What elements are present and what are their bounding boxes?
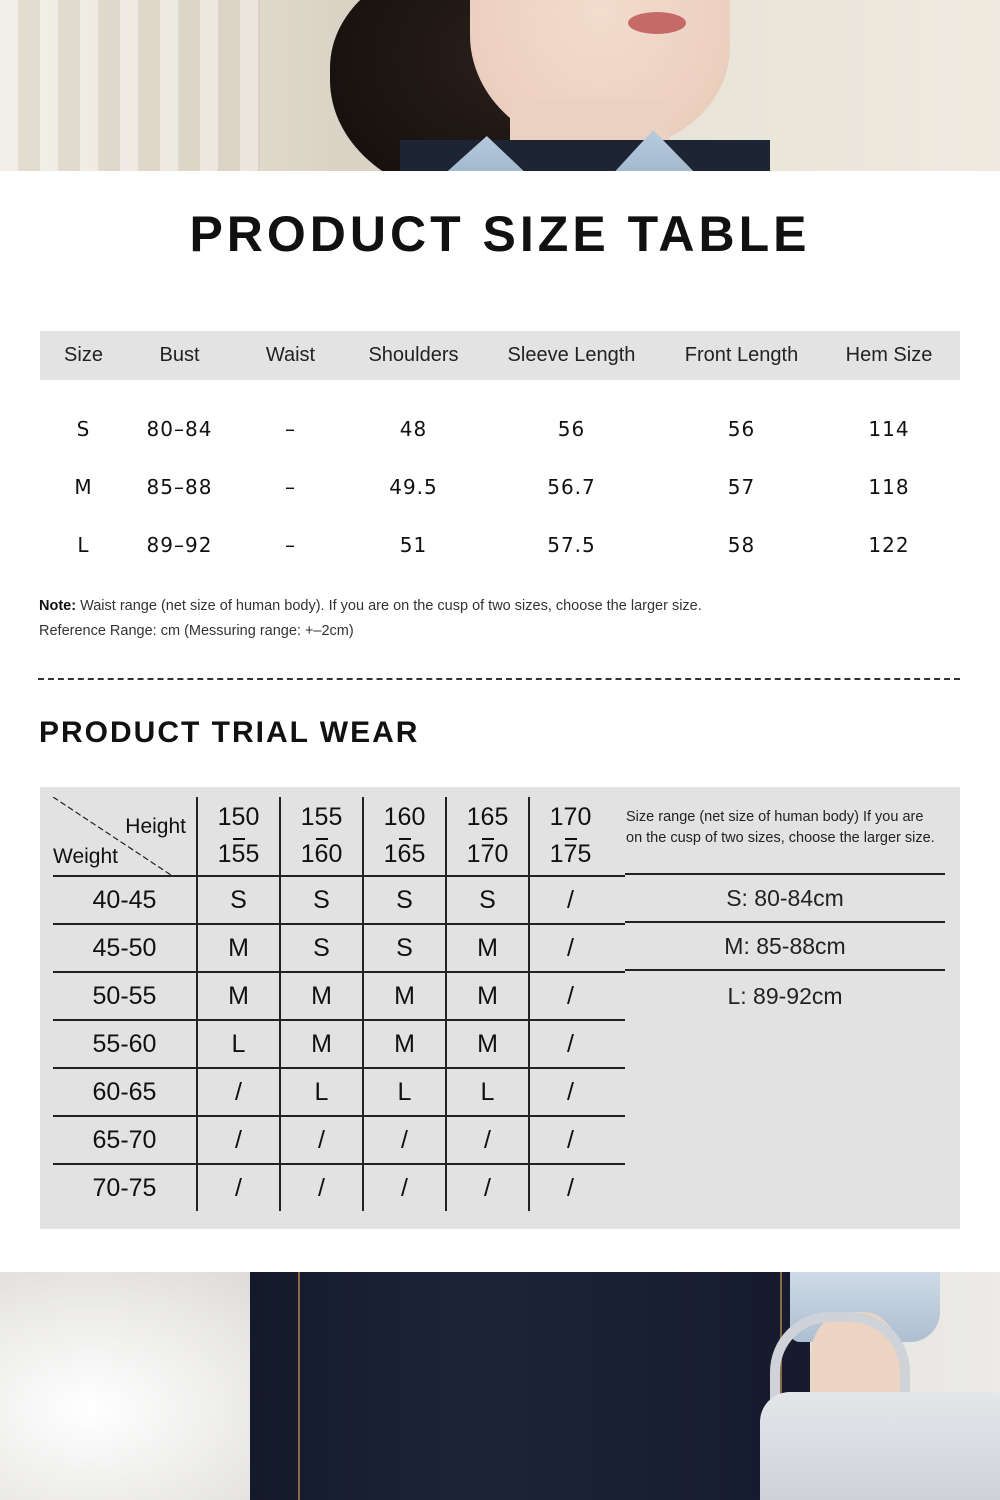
size-cell: / — [362, 1117, 445, 1163]
cell: 85–88 — [146, 475, 213, 499]
weight-range: 60-65 — [92, 1077, 157, 1106]
model-lips — [628, 12, 686, 34]
model-photo-top — [0, 0, 1000, 171]
size-cell: / — [528, 1165, 611, 1211]
header-hem-size: Hem Size — [845, 344, 933, 366]
weight-row — [53, 1021, 625, 1069]
cell: – — [285, 475, 296, 499]
size-cell: / — [445, 1165, 528, 1211]
cell: 56 — [727, 417, 756, 441]
skirt-seam — [298, 1272, 300, 1500]
size-cell: M — [445, 925, 528, 971]
size-range-note-line: Size range (net size of human body) If you are — [626, 809, 924, 825]
size-cell: / — [528, 877, 611, 923]
table-row — [40, 458, 960, 516]
size-cell: M — [279, 973, 362, 1019]
header-shoulders: Shoulders — [368, 344, 459, 366]
height-range — [550, 799, 592, 873]
denim-skirt — [250, 1272, 810, 1500]
corner-weight-label: Weight — [53, 845, 118, 868]
size-range-note — [625, 797, 945, 875]
size-cell: L — [362, 1069, 445, 1115]
size-cell: S — [362, 877, 445, 923]
size-range-l: L: 89-92cm — [727, 983, 843, 1009]
height-bottom: 175 — [550, 836, 592, 873]
size-cell: M — [279, 1021, 362, 1067]
trial-wear-grid — [53, 797, 625, 1211]
header-sleeve-length: Sleeve Length — [507, 344, 636, 366]
cell: 89–92 — [146, 533, 213, 557]
size-cell: / — [196, 1069, 279, 1115]
cell: 57.5 — [547, 533, 596, 557]
size-cell: S — [196, 877, 279, 923]
size-notes — [39, 594, 702, 644]
dashed-divider — [38, 678, 960, 680]
height-bottom: 155 — [218, 836, 260, 873]
cell: 58 — [727, 533, 756, 557]
size-cell: / — [196, 1117, 279, 1163]
size-cell: / — [528, 1117, 611, 1163]
header-bust: Bust — [159, 344, 200, 366]
header-waist: Waist — [265, 344, 316, 366]
trial-wear-title: PRODUCT TRIAL WEAR — [39, 716, 420, 749]
height-top: 150 — [217, 803, 260, 831]
size-cell: L — [279, 1069, 362, 1115]
weight-row — [53, 973, 625, 1021]
size-cell: M — [196, 973, 279, 1019]
cell: 118 — [868, 475, 910, 499]
cell: 122 — [868, 533, 910, 557]
cell: – — [285, 533, 296, 557]
header-size: Size — [64, 344, 103, 366]
size-cell: L — [196, 1021, 279, 1067]
size-cell: S — [445, 877, 528, 923]
size-cell: M — [445, 973, 528, 1019]
height-top: 155 — [300, 803, 343, 831]
curtain-background — [0, 0, 260, 171]
table-row — [40, 516, 960, 574]
weight-row — [53, 925, 625, 973]
cell: – — [285, 417, 296, 441]
cell: 51 — [399, 533, 428, 557]
size-table-header — [40, 331, 960, 380]
corner-cell — [53, 797, 196, 875]
size-cell: / — [528, 925, 611, 971]
cell: M — [74, 475, 93, 499]
size-cell: / — [528, 1069, 611, 1115]
height-range — [467, 799, 509, 873]
size-cell: L — [445, 1069, 528, 1115]
height-top: 170 — [549, 803, 592, 831]
size-range-s: S: 80-84cm — [625, 875, 945, 923]
page-title: PRODUCT SIZE TABLE — [189, 206, 811, 262]
note-line-1: Waist range (net size of human body). If you are on the cusp of two sizes, choose the larger size. — [76, 598, 702, 614]
trial-wear-panel — [40, 787, 960, 1229]
size-cell: M — [362, 1021, 445, 1067]
size-range-panel — [625, 797, 945, 1031]
size-cell: / — [279, 1165, 362, 1211]
header-front-length: Front Length — [684, 344, 799, 366]
height-range — [301, 799, 343, 873]
cell: L — [77, 533, 90, 557]
weight-row — [53, 1069, 625, 1117]
height-top: 160 — [383, 803, 426, 831]
corner-height-label: Height — [125, 815, 186, 838]
cell: 48 — [399, 417, 428, 441]
weight-range: 40-45 — [92, 885, 157, 914]
height-top: 165 — [466, 803, 509, 831]
cell: 49.5 — [389, 475, 438, 499]
cell: 80–84 — [146, 417, 213, 441]
size-cell: M — [362, 973, 445, 1019]
size-range-note-line: on the cusp of two sizes, choose the larger size. — [626, 830, 935, 846]
handbag — [760, 1392, 1000, 1500]
weight-row — [53, 1117, 625, 1165]
model-photo-bottom — [0, 1272, 1000, 1500]
weight-range: 55-60 — [92, 1029, 157, 1058]
size-table — [40, 331, 960, 574]
size-cell: / — [279, 1117, 362, 1163]
size-cell: / — [445, 1117, 528, 1163]
table-row — [40, 400, 960, 458]
weight-row — [53, 877, 625, 925]
size-cell: / — [196, 1165, 279, 1211]
height-header-row — [53, 797, 625, 877]
size-cell: S — [279, 877, 362, 923]
cell: 114 — [868, 417, 910, 441]
note-label: Note: — [39, 598, 77, 614]
height-bottom: 165 — [384, 836, 426, 873]
height-range — [218, 799, 260, 873]
size-cell: M — [445, 1021, 528, 1067]
weight-range: 45-50 — [92, 933, 157, 962]
weight-row — [53, 1165, 625, 1211]
size-cell: S — [279, 925, 362, 971]
weight-range: 50-55 — [92, 981, 157, 1010]
weight-range: 65-70 — [92, 1125, 157, 1154]
height-bottom: 160 — [301, 836, 343, 873]
height-range — [384, 799, 426, 873]
note-line-2: Reference Range: cm (Messuring range: +–2cm) — [39, 623, 354, 639]
cell: 56.7 — [547, 475, 596, 499]
weight-range: 70-75 — [92, 1173, 157, 1202]
size-range-m: M: 85-88cm — [625, 923, 945, 971]
size-cell: S — [362, 925, 445, 971]
size-cell: / — [528, 1021, 611, 1067]
size-cell: / — [362, 1165, 445, 1211]
cell: 57 — [727, 475, 756, 499]
cell: S — [76, 417, 91, 441]
height-bottom: 170 — [467, 836, 509, 873]
size-cell: M — [196, 925, 279, 971]
cell: 56 — [557, 417, 586, 441]
size-cell: / — [528, 973, 611, 1019]
